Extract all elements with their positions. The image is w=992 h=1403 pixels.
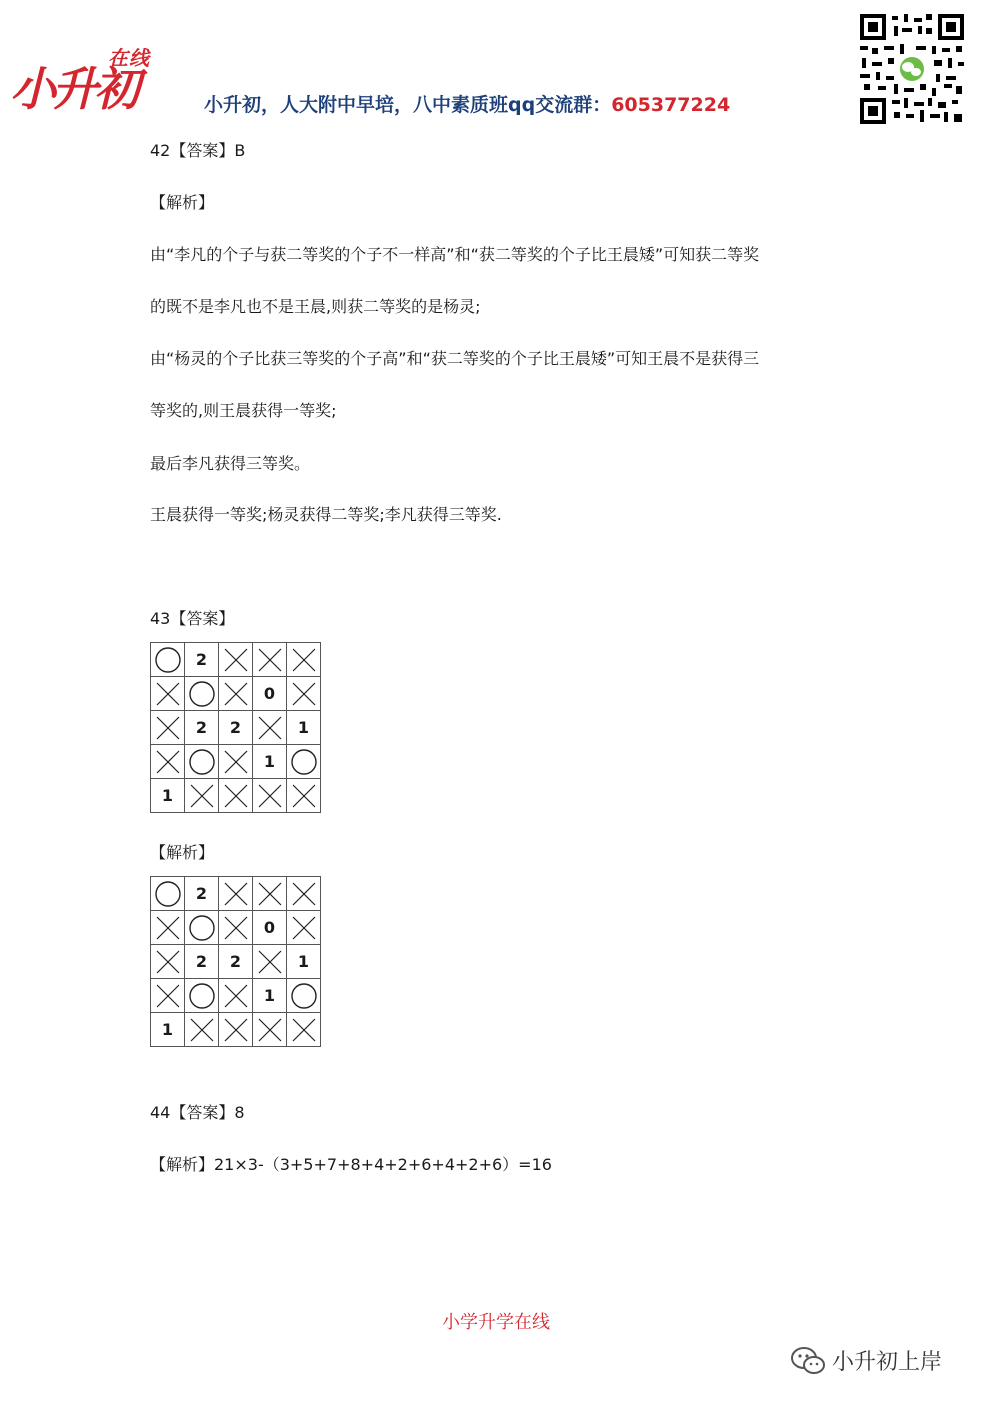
answer-grid-cell — [151, 711, 185, 745]
cell-number: 1 — [297, 718, 310, 737]
cross-mark-icon — [255, 781, 285, 811]
cross-mark-icon — [255, 713, 285, 743]
cross-mark-icon — [221, 679, 251, 709]
analysis-grid-cell — [253, 877, 287, 911]
q43-answer-grid — [150, 642, 321, 813]
cell-number: 0 — [263, 684, 276, 703]
analysis-grid-cell — [151, 979, 185, 1013]
logo — [8, 28, 173, 116]
cell-number: 2 — [229, 952, 242, 971]
answer-grid-cell — [185, 745, 219, 779]
analysis-grid-cell — [185, 1013, 219, 1047]
analysis-grid-cell — [151, 877, 185, 911]
footer-site: 小学升学在线 — [442, 1312, 550, 1333]
wechat-icon — [790, 1346, 826, 1376]
analysis-grid-cell — [151, 1013, 185, 1047]
analysis-grid-row — [151, 979, 321, 1013]
answer-grid-cell — [219, 643, 253, 677]
cell-number: 2 — [195, 650, 208, 669]
answer-grid-cell — [219, 779, 253, 813]
analysis-grid-cell — [287, 979, 321, 1013]
cross-mark-icon — [255, 879, 285, 909]
cross-mark-icon — [289, 645, 319, 675]
cross-mark-icon — [153, 947, 183, 977]
analysis-grid-cell — [219, 911, 253, 945]
analysis-grid-cell — [253, 945, 287, 979]
answer-grid-row — [151, 745, 321, 779]
cross-mark-icon — [221, 879, 251, 909]
cell-number: 1 — [297, 952, 310, 971]
answer-grid-row — [151, 677, 321, 711]
cross-mark-icon — [187, 781, 217, 811]
analysis-grid-cell — [219, 877, 253, 911]
cross-mark-icon — [221, 913, 251, 943]
circle-mark-icon — [289, 981, 319, 1011]
q43-answer: 43【答案】 — [150, 609, 235, 628]
q42-line-6: 王晨获得一等奖;杨灵获得二等奖;李凡获得三等奖. — [150, 505, 502, 524]
analysis-grid-cell — [185, 877, 219, 911]
analysis-grid-cell — [287, 1013, 321, 1047]
cross-mark-icon — [153, 747, 183, 777]
logo-zaixian-text: 在线 — [108, 46, 150, 70]
cross-mark-icon — [289, 879, 319, 909]
answer-grid-cell — [151, 779, 185, 813]
answer-grid-cell — [253, 711, 287, 745]
circle-mark-icon — [153, 645, 183, 675]
answer-grid-row — [151, 711, 321, 745]
answer-grid-cell — [185, 677, 219, 711]
q43-analysis-label: 【解析】 — [150, 843, 215, 862]
analysis-grid-cell — [253, 911, 287, 945]
answer-grid-cell — [287, 643, 321, 677]
analysis-grid-row — [151, 1013, 321, 1047]
cell-number: 1 — [263, 986, 276, 1005]
circle-mark-icon — [289, 747, 319, 777]
q44-answer: 44【答案】8 — [150, 1103, 245, 1122]
cross-mark-icon — [255, 645, 285, 675]
q44-analysis: 【解析】21×3-（3+5+7+8+4+2+6+4+2+6）=16 — [150, 1155, 552, 1174]
q42-line-3: 由“杨灵的个子比获三等奖的个子高”和“获二等奖的个子比王晨矮”可知王晨不是获得三 — [150, 349, 760, 368]
answer-grid-cell — [185, 711, 219, 745]
q43-analysis-grid — [150, 876, 321, 1047]
cell-number: 0 — [263, 918, 276, 937]
answer-grid-cell — [219, 711, 253, 745]
answer-grid-cell — [151, 745, 185, 779]
qr-code-icon — [858, 12, 966, 126]
cross-mark-icon — [255, 1015, 285, 1045]
q42-analysis-label: 【解析】 — [150, 193, 215, 212]
cross-mark-icon — [153, 679, 183, 709]
analysis-grid-cell — [287, 945, 321, 979]
answer-grid-cell — [287, 677, 321, 711]
analysis-grid-cell — [287, 877, 321, 911]
answer-grid-cell — [253, 745, 287, 779]
answer-grid-cell — [287, 711, 321, 745]
circle-mark-icon — [187, 747, 217, 777]
q42-line-2: 的既不是李凡也不是王晨,则获二等奖的是杨灵; — [150, 297, 481, 316]
circle-mark-icon — [187, 913, 217, 943]
cross-mark-icon — [221, 781, 251, 811]
circle-mark-icon — [153, 879, 183, 909]
analysis-grid-cell — [253, 979, 287, 1013]
logo-main-text: 小升初 — [10, 62, 136, 116]
analysis-grid-cell — [151, 945, 185, 979]
cross-mark-icon — [289, 679, 319, 709]
cell-number: 1 — [263, 752, 276, 771]
analysis-grid-cell — [253, 1013, 287, 1047]
analysis-grid-row — [151, 945, 321, 979]
answer-grid-cell — [253, 677, 287, 711]
cell-number: 2 — [229, 718, 242, 737]
answer-grid-row — [151, 779, 321, 813]
promo-text: 小升初，人大附中早培，八中素质班qq交流群： — [204, 94, 612, 116]
cross-mark-icon — [221, 1015, 251, 1045]
header-promo — [204, 90, 730, 117]
cross-mark-icon — [187, 1015, 217, 1045]
promo-number: 605377224 — [611, 94, 731, 116]
analysis-grid-cell — [219, 979, 253, 1013]
answer-grid-cell — [151, 677, 185, 711]
answer-grid-cell — [287, 779, 321, 813]
cross-mark-icon — [221, 981, 251, 1011]
watermark — [790, 1345, 942, 1376]
cell-number: 2 — [195, 718, 208, 737]
q42-line-4: 等奖的,则王晨获得一等奖; — [150, 401, 337, 420]
q42-line-1: 由“李凡的个子与获二等奖的个子不一样高”和“获二等奖的个子比王晨矮”可知获二等奖 — [150, 245, 760, 264]
answer-grid-cell — [253, 779, 287, 813]
cross-mark-icon — [153, 981, 183, 1011]
analysis-grid-cell — [185, 911, 219, 945]
cross-mark-icon — [289, 1015, 319, 1045]
cell-number: 2 — [195, 884, 208, 903]
analysis-grid-cell — [151, 911, 185, 945]
answer-grid-cell — [151, 643, 185, 677]
analysis-grid-cell — [219, 945, 253, 979]
watermark-text: 小升初上岸 — [832, 1350, 943, 1375]
circle-mark-icon — [187, 679, 217, 709]
analysis-grid-cell — [287, 911, 321, 945]
answer-grid-cell — [185, 779, 219, 813]
answer-grid-cell — [185, 643, 219, 677]
cell-number: 1 — [161, 1020, 174, 1039]
cross-mark-icon — [221, 747, 251, 777]
answer-grid-cell — [219, 745, 253, 779]
cell-number: 2 — [195, 952, 208, 971]
cross-mark-icon — [153, 913, 183, 943]
circle-mark-icon — [187, 981, 217, 1011]
cross-mark-icon — [221, 645, 251, 675]
analysis-grid-cell — [219, 1013, 253, 1047]
answer-grid-row — [151, 643, 321, 677]
answer-grid-cell — [287, 745, 321, 779]
cross-mark-icon — [289, 781, 319, 811]
q42-answer: 42【答案】B — [150, 141, 246, 160]
cross-mark-icon — [289, 913, 319, 943]
q42-line-5: 最后李凡获得三等奖。 — [150, 454, 311, 473]
cross-mark-icon — [153, 713, 183, 743]
analysis-grid-cell — [185, 945, 219, 979]
analysis-grid-row — [151, 911, 321, 945]
answer-grid-cell — [253, 643, 287, 677]
answer-grid-cell — [219, 677, 253, 711]
cell-number: 1 — [161, 786, 174, 805]
cross-mark-icon — [255, 947, 285, 977]
analysis-grid-cell — [185, 979, 219, 1013]
analysis-grid-row — [151, 877, 321, 911]
